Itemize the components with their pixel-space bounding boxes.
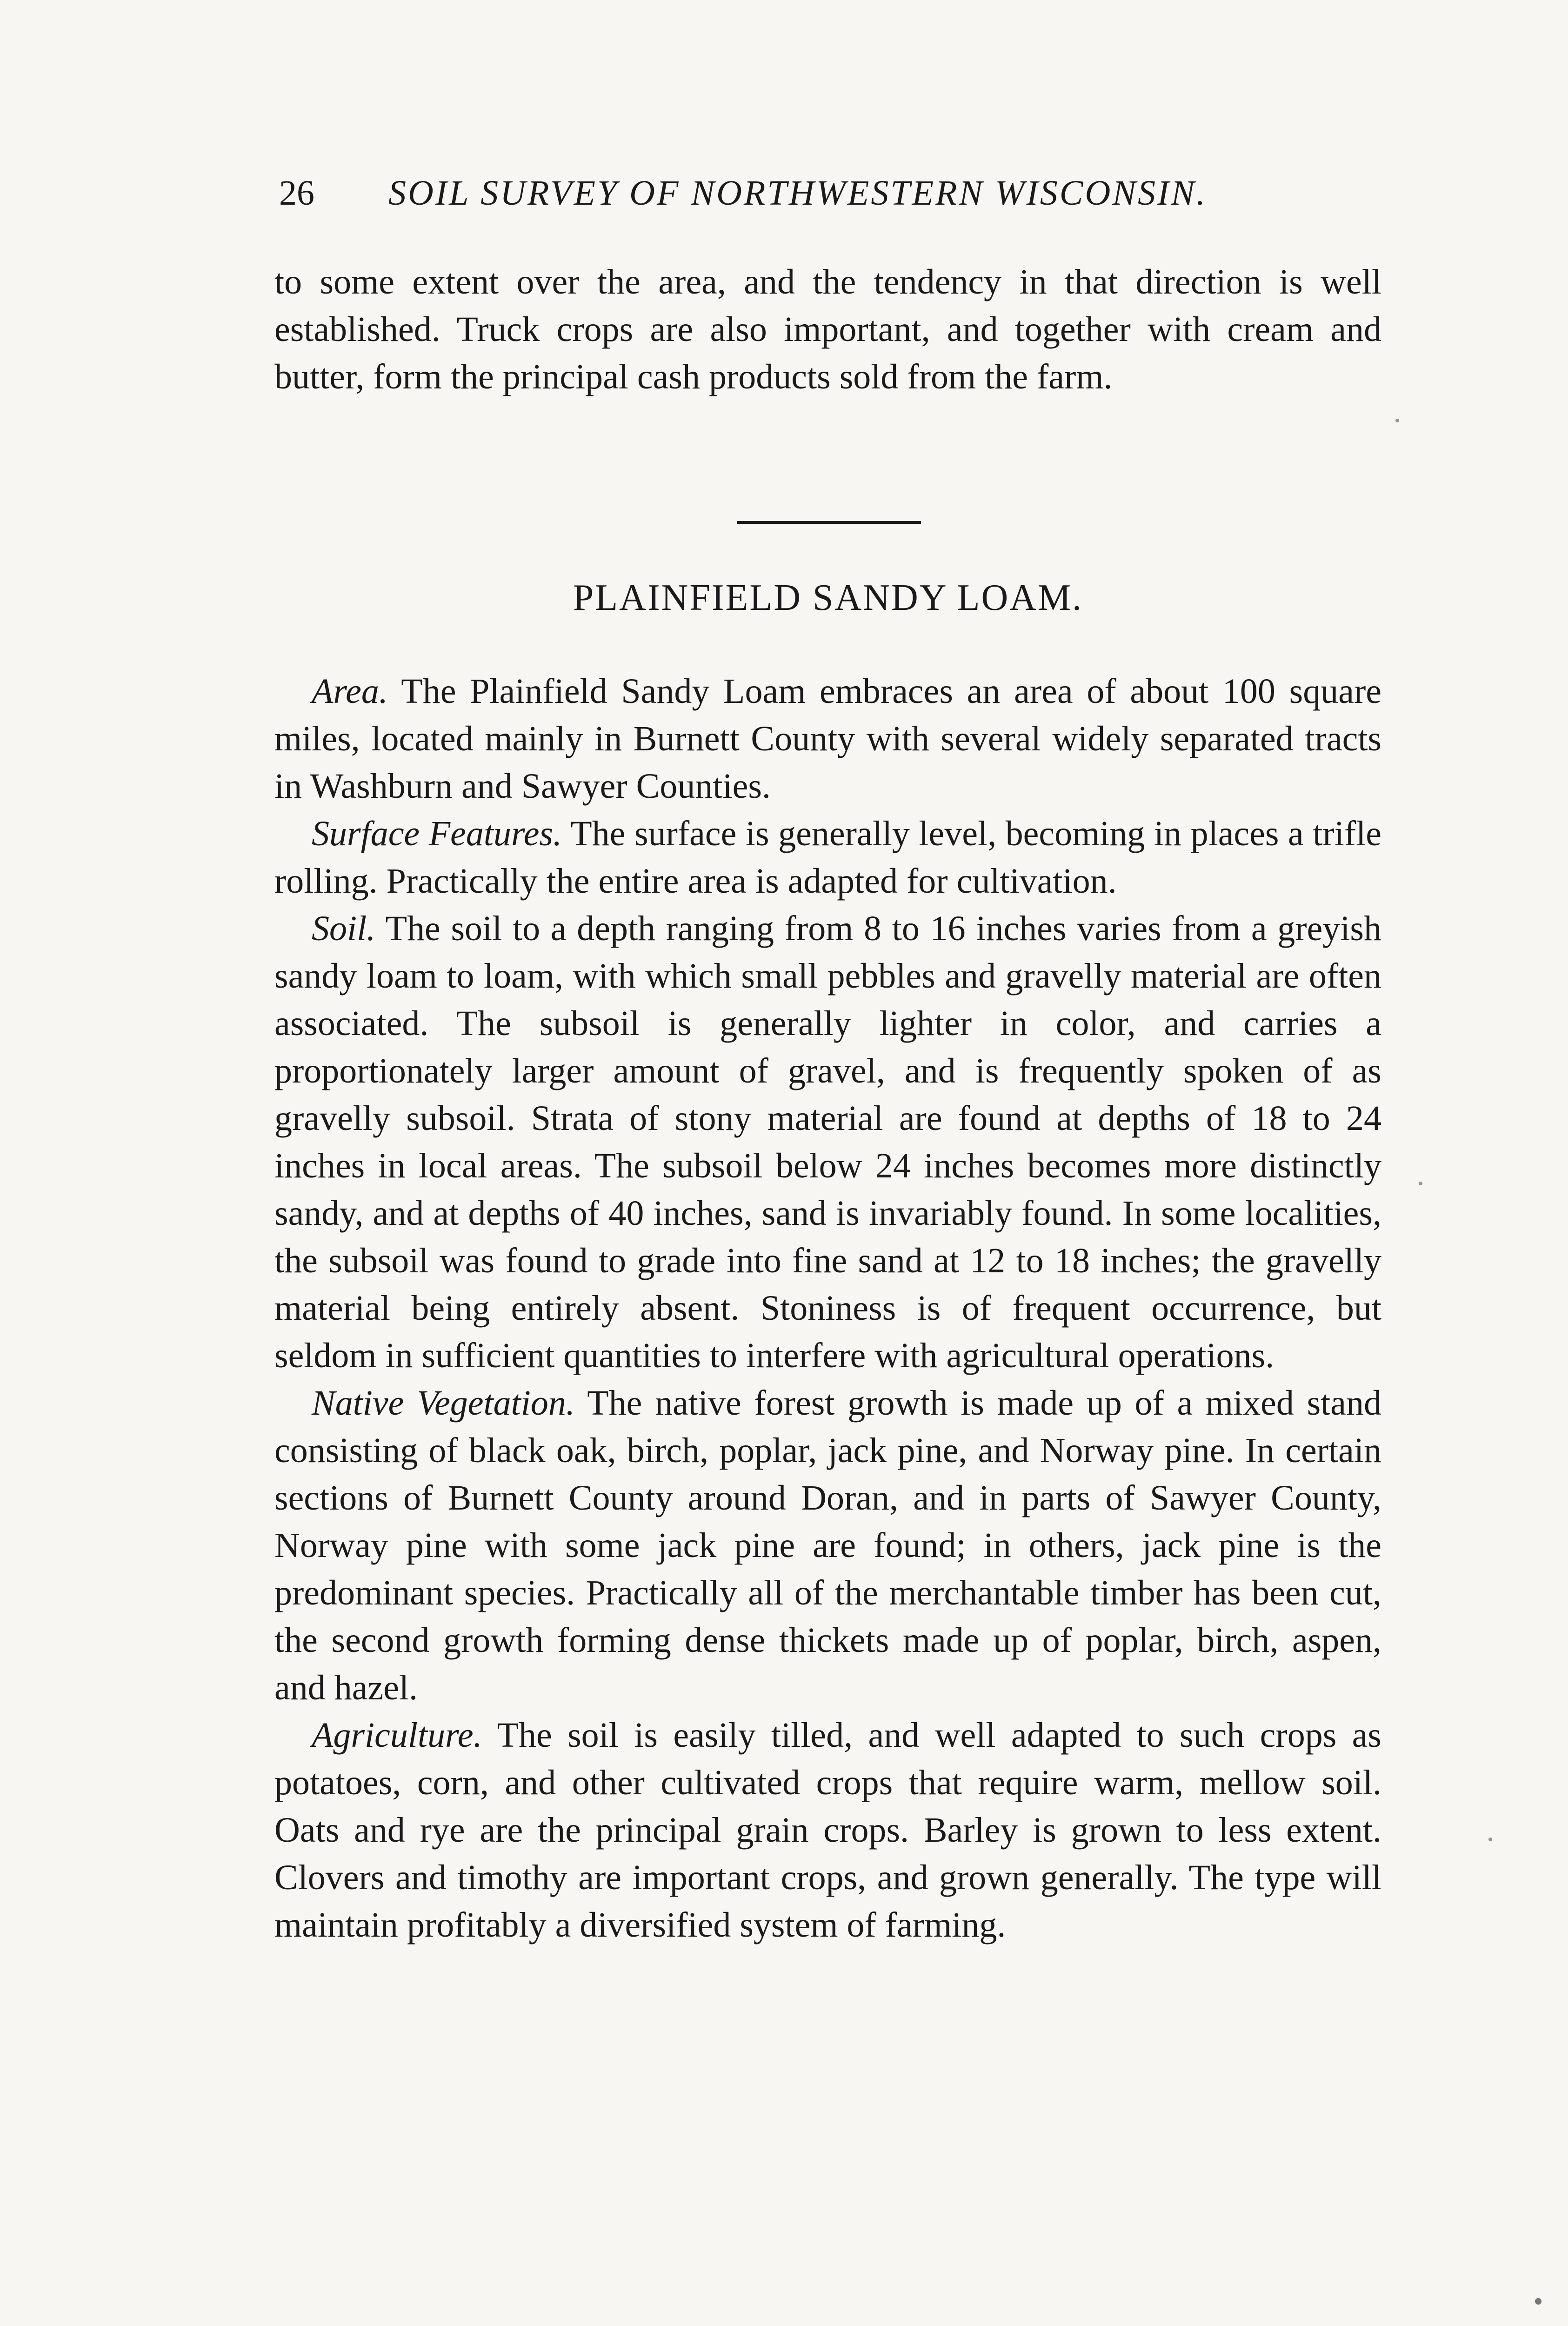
paper-speck <box>1488 1838 1492 1841</box>
paragraph-text: The Plainfield Sandy Loam embraces an area of about 100 square miles, located mainly in Burnett County with several widely separated tracts in Washburn and Sawyer Counties. <box>274 672 1381 806</box>
section-body <box>274 668 1381 1949</box>
section-title: PLAINFIELD SANDY LOAM. <box>573 577 1083 618</box>
running-title: SOIL SURVEY OF NORTHWESTERN WISCONSIN. <box>388 174 1208 213</box>
paragraph-lead: Native Vegetation. <box>312 1384 575 1423</box>
paragraph-text: The soil is easily tilled, and well adapted to such crops as potatoes, corn, and other cultivated crops that require warm, mellow soil. Oats and rye are the principal grain crops. Barley is grown to less extent. Clovers and timothy are important crops, and grown generally. The type will maintain profitably a diversified system of farming. <box>274 1716 1381 1945</box>
paragraph-area <box>274 668 1381 810</box>
paragraph-lead: Surface Features. <box>312 814 562 853</box>
paragraph-agriculture <box>274 1711 1381 1949</box>
paper-speck <box>1419 1182 1422 1185</box>
paragraph-text: The native forest growth is made up of a mixed stand consisting of black oak, birch, poplar, jack pine, and Norway pine. In certain sections of Burnett County around Doran, and in parts of Sawyer County, Norway pine with some jack pine are found; in others, jack pine is the predominant species. Practically all of the merchantable timber has been cut, the second growth forming dense thickets made up of poplar, birch, aspen, and hazel. <box>274 1384 1381 1707</box>
page-number: 26 <box>279 174 314 213</box>
paper-speck <box>1535 2298 1541 2305</box>
paragraph-text: The surface is generally level, becoming in places a trifle rolling. Practically the entire area is adapted for cultivation. <box>274 814 1381 901</box>
section-divider <box>737 521 921 524</box>
running-header <box>279 167 1377 219</box>
paragraph-soil <box>274 905 1381 1379</box>
paragraph-lead: Soil. <box>312 909 376 948</box>
intro-paragraph <box>274 258 1381 401</box>
paper-speck <box>1395 419 1399 422</box>
paragraph-surface-features <box>274 810 1381 905</box>
paragraph-lead: Agriculture. <box>312 1716 482 1755</box>
paragraph-text: The soil to a depth ranging from 8 to 16 inches varies from a greyish sandy loam to loam, with which small pebbles and gravelly material are often associated. The subsoil is generally lighter in color, and carries a proportionately larger amount of gravel, and is frequently spoken of as gravelly subsoil. Strata of stony material are found at depths of 18 to 24 inches in local areas. The subsoil below 24 inches becomes more distinctly sandy, and at depths of 40 inches, sand is invariably found. In some localities, the subsoil was found to grade into fine sand at 12 to 18 inches; the gravelly material being entirely absent. Stoniness is of frequent occurrence, but seldom in sufficient quantities to interfere with agricultural operations. <box>274 909 1381 1375</box>
paragraph-native-vegetation <box>274 1379 1381 1711</box>
paragraph-lead: Area. <box>312 672 388 711</box>
intro-text: to some extent over the area, and the tendency in that direction is well established. Truck crops are also important, and together with cream and butter, form the principal cash products sold from the farm. <box>274 262 1381 396</box>
